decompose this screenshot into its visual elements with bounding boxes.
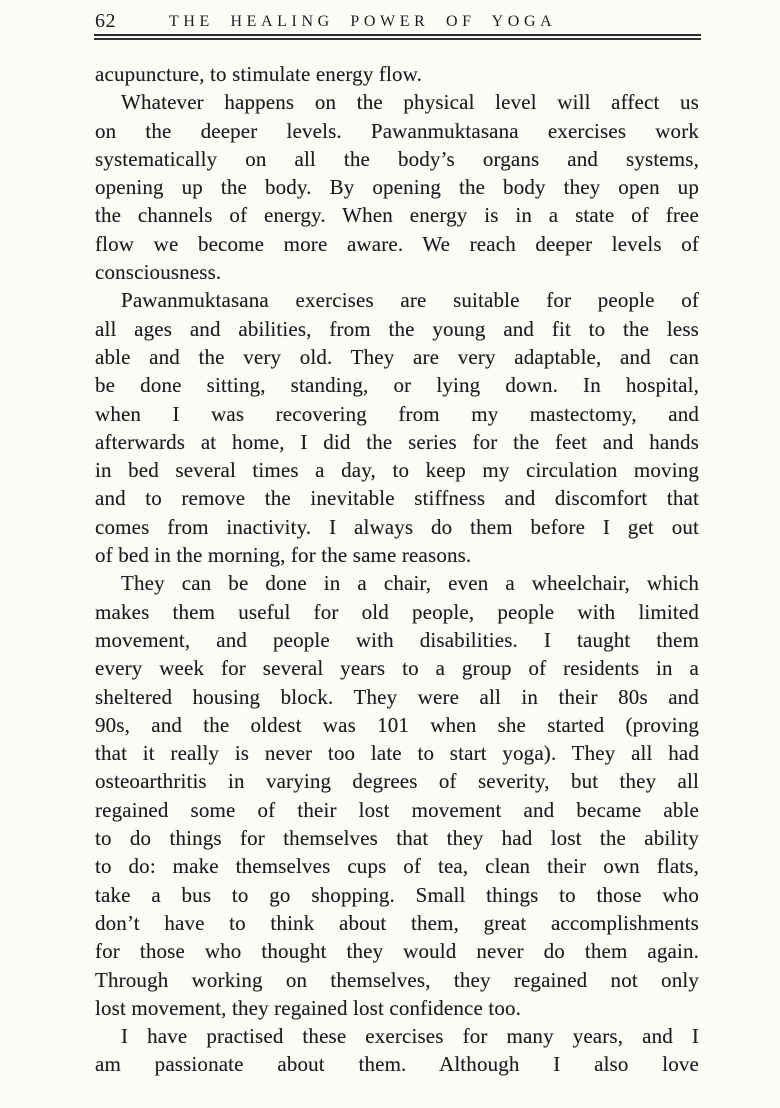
- text-line: on the deeper levels. Pawanmuktasana exercises work: [95, 118, 699, 143]
- text-line: and to remove the inevitable stiffness and discomfort that: [95, 486, 699, 511]
- text-line: every week for several years to a group of residents in a: [95, 656, 699, 681]
- text-line: to do: make themselves cups of tea, clean their own flats,: [95, 854, 699, 879]
- text-line: Through working on themselves, they regained not only: [95, 967, 699, 992]
- header-rule: [94, 34, 701, 40]
- text-line: lost movement, they regained lost confidence too.: [95, 995, 522, 1020]
- text-line: take a bus to go shopping. Small things to those who: [95, 882, 699, 907]
- text-line: of bed in the morning, for the same reasons.: [95, 543, 472, 568]
- text-line: the channels of energy. When energy is in a state of free: [95, 203, 699, 228]
- text-line: consciousness.: [95, 260, 222, 285]
- running-title: THE HEALING POWER OF YOGA: [169, 13, 557, 30]
- text-line: systematically on all the body’s organs and systems,: [95, 146, 699, 171]
- text-line: acupuncture, to stimulate energy flow.: [95, 62, 423, 86]
- text-line: Pawanmuktasana exercises are suitable for people of: [121, 288, 699, 313]
- text-line: sheltered housing block. They were all in their 80s and: [95, 684, 699, 709]
- text-line: able and the very old. They are very adaptable, and can: [95, 344, 699, 369]
- text-line: Whatever happens on the physical level will affect us: [121, 90, 699, 115]
- text-line: 90s, and the oldest was 101 when she started (proving: [95, 712, 699, 737]
- text-line: when I was recovering from my mastectomy, and: [95, 401, 699, 426]
- page-body: [95, 60, 699, 1079]
- text-line: movement, and people with disabilities. I taught them: [95, 627, 699, 652]
- text-line: I have practised these exercises for many years, and I: [121, 1024, 699, 1049]
- text-line: They can be done in a chair, even a wheelchair, which: [121, 571, 699, 596]
- text-line: comes from inactivity. I always do them before I get out: [95, 514, 699, 539]
- text-line: regained some of their lost movement and became able: [95, 797, 699, 822]
- text-line: am passionate about them. Although I also love: [95, 1052, 699, 1077]
- text-line: afterwards at home, I did the series for the feet and hands: [95, 429, 699, 454]
- text-line: makes them useful for old people, people with limited: [95, 599, 699, 624]
- text-line: flow we become more aware. We reach deeper levels of: [95, 231, 699, 256]
- page-number: 62: [95, 10, 116, 32]
- text-line: that it really is never too late to start yoga). They all had: [95, 741, 699, 766]
- text-line: to do things for themselves that they had lost the ability: [95, 826, 699, 851]
- text-line: for those who thought they would never do them again.: [95, 939, 699, 964]
- text-line: don’t have to think about them, great accomplishments: [95, 910, 699, 935]
- text-line: all ages and abilities, from the young and fit to the less: [95, 316, 699, 341]
- text-line: osteoarthritis in varying degrees of severity, but they all: [95, 769, 699, 794]
- text-line: be done sitting, standing, or lying down. In hospital,: [95, 373, 699, 398]
- text-line: in bed several times a day, to keep my circulation moving: [95, 458, 699, 483]
- text-line: opening up the body. By opening the body they open up: [95, 175, 699, 200]
